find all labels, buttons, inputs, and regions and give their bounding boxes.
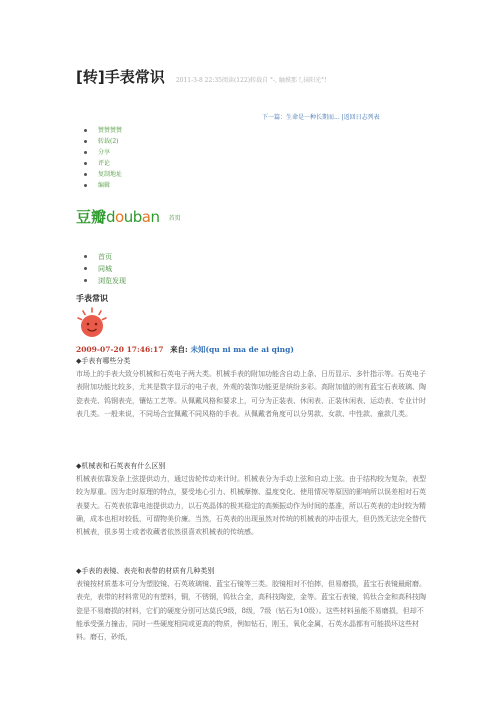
next-post-link[interactable]: 下一篇：生命是一种长期而... |返回日志列表 xyxy=(262,114,380,121)
question-heading: ◆手表有哪些分类 xyxy=(76,357,131,365)
operation-list xyxy=(84,125,122,191)
nav-home[interactable]: 首页 xyxy=(84,251,126,263)
page-title: [转]手表常识 xyxy=(76,68,165,86)
post-author-link[interactable]: 未知(qu ni ma de ai qing) xyxy=(190,345,294,354)
paragraph-text: 市场上的手表大致分机械和石英电子两大类。机械手表的附加功能含自动上条、日历显示、多针指示等。石英电子表附加功能比较多，尤其是数字显示的电子表，外观的装饰功能更是缤纷多彩。高附加值的则有蓝宝石表玻璃、陶瓷表壳、钨钢表壳，镶钻工艺等。从佩戴风格和要求上，可分为正装表、休闲表、正装休闲表、运动表、专业计时表几类。一般来说，不同场合宜佩戴不同风格的手表。从佩戴者角度可以分男款、女款、中性款、童款几类。 xyxy=(76,370,426,418)
paragraph-materials xyxy=(76,565,426,644)
op-repost[interactable]: 转载(2) xyxy=(84,136,122,147)
nav-explore[interactable]: 浏览发现 xyxy=(84,275,126,287)
douban-logo[interactable] xyxy=(76,206,181,227)
op-comment[interactable]: 评论 xyxy=(84,158,122,169)
douban-home-link[interactable]: 首页 xyxy=(168,215,181,222)
op-like[interactable]: 赞赞赞赞 xyxy=(84,125,122,136)
paragraph-classification xyxy=(76,355,426,421)
douban-nav xyxy=(84,251,126,287)
op-edit[interactable]: 编辑 xyxy=(84,180,122,191)
post-date: 2009-07-20 17:46:17 xyxy=(76,345,164,354)
post-meta: 2011-3-8 22:35阅读(122)转载自 °-, 触摸那 !,抹阳光°! xyxy=(175,77,327,84)
post-header xyxy=(76,344,294,355)
nav-city[interactable]: 同城 xyxy=(84,263,126,275)
douban-logo-en: douban xyxy=(106,208,160,226)
paragraph-text: 机械表依靠发条上弦提供动力，通过齿轮传动来计时。机械表分为手动上弦和自动上弦。由于结构较为复杂，表型较为厚重。因为走时原理的特点，要受地心引力、机械摩擦、温度变化、使用情况等原因的影响所以误差相对石英表要大。石英表依靠电池提供动力，以石英晶体的极其稳定的高频振动作为时间的基准，所以石英表的走时较为精确，成本也相对较低，可谓物美价廉。当然，石英表的出现虽然对传统的机械表的冲击很大，但仍然无法完全替代机械表，很多男士或者收藏者依然很喜欢机械表的传统感。 xyxy=(76,475,426,537)
douban-logo-cn: 豆瓣 xyxy=(76,208,107,226)
question-heading: ◆机械表和石英表有什么区别 xyxy=(76,462,166,470)
question-heading: ◆手表的表镜、表壳和表带的材质有几种类别 xyxy=(76,567,215,575)
title-row xyxy=(76,66,486,87)
post-from-label: 来自: xyxy=(170,345,188,354)
paragraph-mechanical-vs-quartz xyxy=(76,460,426,539)
section-title: 手表常识 xyxy=(76,293,108,303)
op-share[interactable]: 分享 xyxy=(84,147,122,158)
avatar-icon xyxy=(75,306,109,340)
op-copy-address[interactable]: 复制地址 xyxy=(84,169,122,180)
paragraph-text: 表镜按材质基本可分为塑胶镜、石英玻璃镜、蓝宝石镜等三类。胶镜相对不怕摔，但易磨损，蓝宝石表镜最耐磨。表壳，表带的材料常见的有塑料，铜，不锈钢，钨钛合金，高科技陶瓷，金等。蓝宝石表镜，钨钛合金和高科技陶瓷是不易磨损的材料，它们的硬度分别可达莫氏9级，8级，7级（钻石为10级）。这些材料虽能不易磨损，但却不能承受强力撞击，同时一些硬度相同或更高的物质，例如钻石，刚玉，氧化金属，石英水晶都有可能损坏这些材料。磨石，砂纸， xyxy=(76,580,426,642)
